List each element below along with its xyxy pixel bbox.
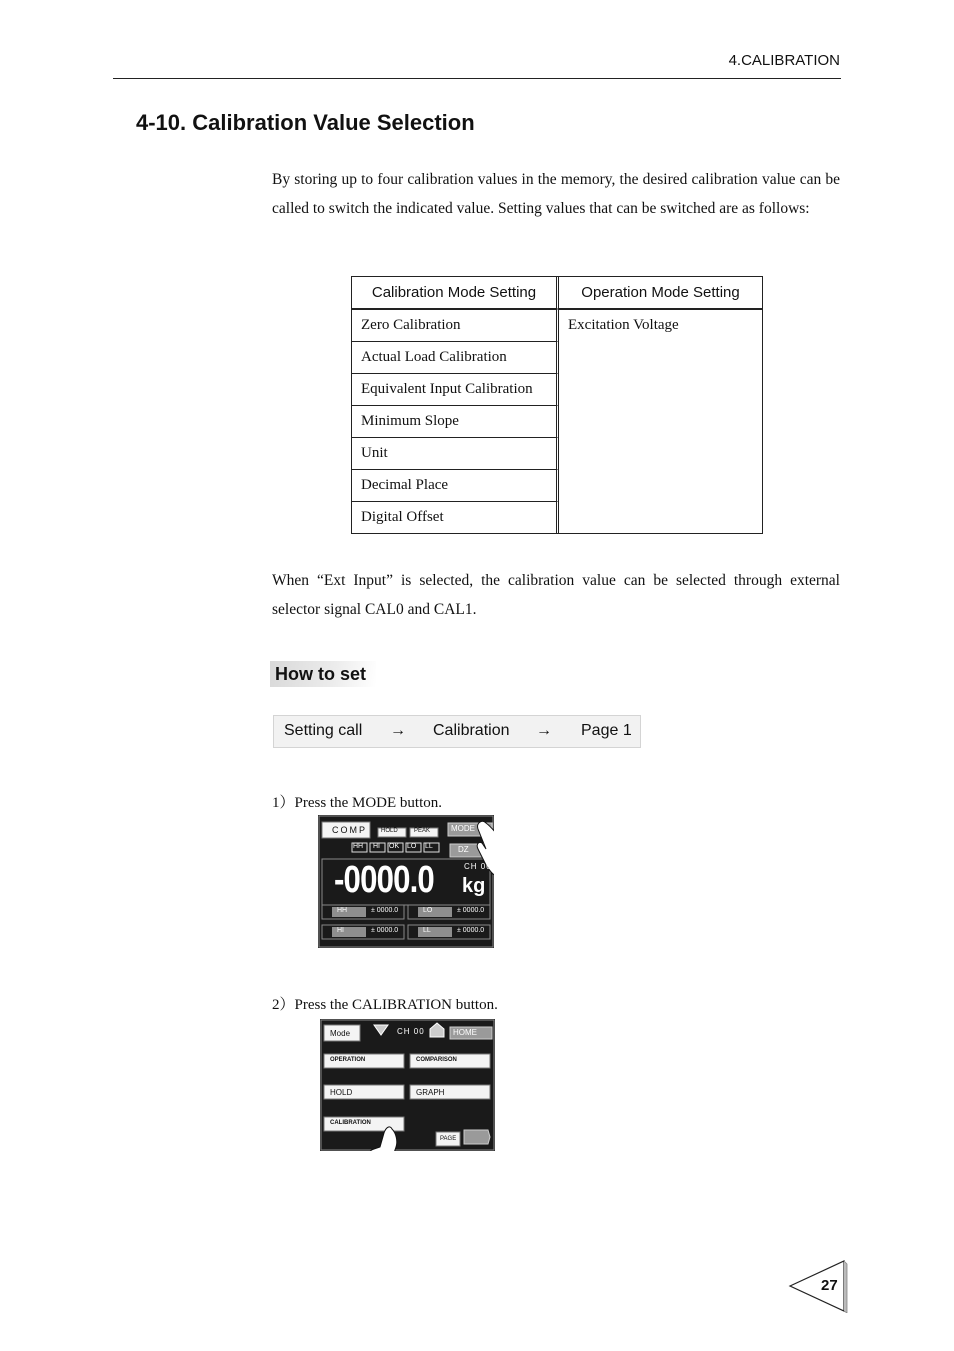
hold-button[interactable]: HOLD	[330, 1088, 353, 1097]
unit-label: kg	[462, 875, 486, 897]
section-title: 4-10. Calibration Value Selection	[136, 110, 475, 135]
table-cell: Digital Offset	[352, 501, 559, 533]
step-1: 1）Press the MODE button.	[272, 795, 442, 811]
table-cell: Equivalent Input Calibration	[352, 373, 559, 405]
menu-path	[273, 715, 641, 748]
table-cell: Unit	[352, 437, 559, 469]
measurement-screen	[318, 815, 494, 948]
operation-button[interactable]: OPERATION	[330, 1057, 366, 1063]
limit-ll-label: LL	[423, 927, 431, 934]
table-cell: Minimum Slope	[352, 405, 559, 437]
path-setting-call: Setting call	[284, 722, 363, 739]
page-button[interactable]: PAGE	[440, 1136, 457, 1142]
limit-lo-value: ± 0000.0	[457, 907, 485, 914]
header-rule	[113, 78, 841, 79]
table-cell-empty	[559, 341, 762, 533]
path-page: Page 1	[581, 722, 632, 739]
page-number: 27	[821, 1277, 838, 1294]
channel-label: CH 00	[397, 1027, 425, 1036]
table-cell: Actual Load Calibration	[352, 341, 559, 373]
limit-hi-label: HI	[337, 927, 344, 934]
table-cell: Decimal Place	[352, 469, 559, 501]
table-row	[352, 309, 762, 341]
limit-hh-label: HH	[337, 907, 348, 914]
step-2: 2）Press the CALIBRATION button.	[272, 997, 498, 1013]
led-lo: LO	[407, 843, 417, 850]
comp-button-label: COMP	[332, 825, 367, 835]
ext-input-note: When “Ext Input” is selected, the calibration value can be selected through external selector signal CAL0 and CAL1.	[272, 572, 840, 618]
led-hh: HH	[353, 843, 364, 850]
how-to-set-heading	[270, 661, 376, 687]
led-ll: LL	[425, 843, 433, 850]
running-head: 4.CALIBRATION	[728, 52, 840, 69]
hold-button-label: HOLD	[381, 828, 398, 834]
peak-button-label: PEAK	[414, 828, 431, 834]
limit-hh-value: ± 0000.0	[371, 907, 399, 914]
calibration-button[interactable]: CALIBRATION	[330, 1120, 371, 1126]
graph-button[interactable]: GRAPH	[416, 1088, 445, 1097]
measured-value: -0000.0	[334, 859, 434, 901]
how-to-set-label: How to set	[275, 664, 367, 684]
intro-paragraph: By storing up to four calibration values in the memory, the desired calibration value can be called to switch the indicated value. Setting values that can be switched are as follows:	[272, 171, 840, 217]
mode-title: Mode	[330, 1029, 351, 1038]
led-ok: OK	[389, 843, 400, 850]
limit-ll-value: ± 0000.0	[457, 927, 485, 934]
comparison-button[interactable]: COMPARISON	[416, 1057, 457, 1063]
led-hi: HI	[373, 843, 380, 850]
arrow-right-icon: →	[390, 722, 406, 739]
table-row	[352, 341, 762, 373]
page-number-tab	[786, 1259, 848, 1313]
dz-button[interactable]: DZ	[458, 845, 469, 854]
limit-lo-label: LO	[423, 907, 433, 914]
table-cell: Zero Calibration	[352, 309, 559, 341]
table-header-operation: Operation Mode Setting	[559, 277, 762, 309]
path-calibration: Calibration	[433, 722, 510, 739]
home-button[interactable]: HOME	[453, 1028, 477, 1037]
mode-button[interactable]: MODE	[451, 824, 475, 833]
mode-menu-screen	[320, 1019, 495, 1151]
channel-label: CH 00	[464, 862, 492, 871]
table-cell: Excitation Voltage	[559, 309, 762, 341]
limit-hi-value: ± 0000.0	[371, 927, 399, 934]
calibration-settings-table	[351, 276, 763, 534]
arrow-right-icon: →	[536, 722, 552, 739]
table-header-calibration: Calibration Mode Setting	[352, 277, 559, 309]
table-header-row	[352, 277, 762, 309]
